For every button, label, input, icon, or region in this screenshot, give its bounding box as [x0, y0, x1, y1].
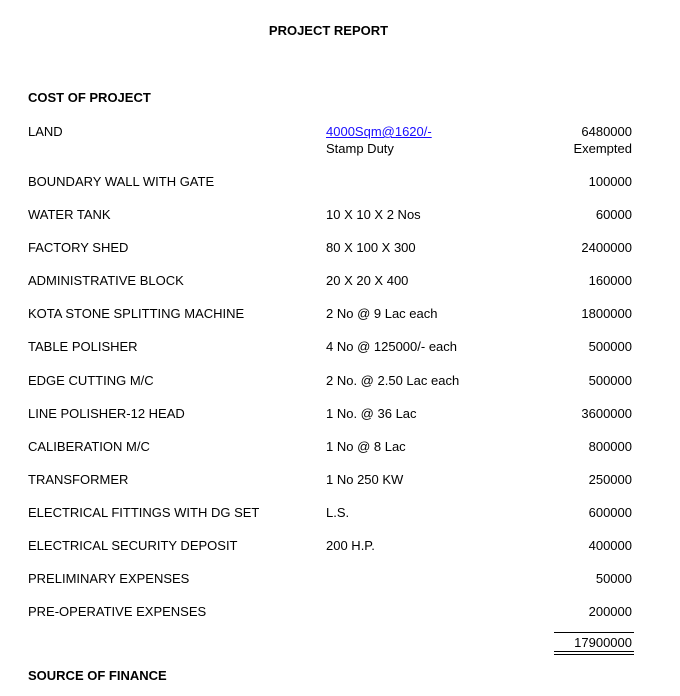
item-label: CALIBERATION M/C	[28, 438, 150, 454]
total-amount: 17900000	[554, 632, 634, 652]
item-spec: 1 No. @ 36 Lac	[326, 405, 417, 421]
item-spec-note: Stamp Duty	[326, 141, 394, 156]
item-spec: 2 No @ 9 Lac each	[326, 306, 438, 322]
item-label: LAND	[28, 124, 63, 139]
table-row	[0, 405, 680, 438]
item-amount: 200000	[588, 604, 632, 620]
item-label: PRE-OPERATIVE EXPENSES	[28, 604, 207, 620]
item-amount: 600000	[588, 504, 632, 520]
item-label: EDGE CUTTING M/C	[28, 372, 154, 388]
item-label: TABLE POLISHER	[28, 339, 138, 355]
table-row	[0, 570, 680, 603]
item-amount: 500000	[588, 339, 632, 355]
cost-of-project-heading: COST OF PROJECT	[28, 90, 151, 105]
item-spec: L.S.	[326, 504, 350, 520]
document-title: PROJECT REPORT	[268, 23, 389, 38]
item-label: FACTORY SHED	[28, 240, 129, 256]
item-spec: 20 X 20 X 400	[326, 273, 409, 289]
item-spec: 10 X 10 X 2 Nos	[326, 207, 421, 223]
item-spec: 1 No 250 KW	[326, 471, 404, 487]
source-of-finance-heading: SOURCE OF FINANCE	[28, 668, 167, 683]
item-label: ELECTRICAL FITTINGS WITH DG SET	[28, 504, 260, 520]
item-label: ADMINISTRATIVE BLOCK	[28, 273, 184, 289]
item-spec: 80 X 100 X 300	[326, 240, 416, 256]
table-row	[0, 272, 680, 305]
table-row	[0, 239, 680, 272]
table-row	[0, 372, 680, 405]
item-spec: 4 No @ 125000/- each	[326, 339, 458, 355]
item-spec	[326, 123, 432, 157]
item-label: LINE POLISHER-12 HEAD	[28, 405, 185, 421]
table-row	[0, 305, 680, 338]
item-spec: 2 No. @ 2.50 Lac each	[326, 372, 460, 388]
table-row	[0, 471, 680, 504]
item-label: TRANSFORMER	[28, 471, 129, 487]
item-amount	[573, 123, 632, 157]
item-amount: 60000	[595, 207, 632, 223]
item-label: BOUNDARY WALL WITH GATE	[28, 174, 215, 189]
table-row	[0, 438, 680, 471]
item-amount: 50000	[595, 571, 632, 587]
item-spec: 200 H.P.	[326, 538, 375, 554]
item-amount: 500000	[588, 372, 632, 388]
table-row	[0, 338, 680, 371]
item-amount: 250000	[588, 471, 632, 487]
item-label: ELECTRICAL SECURITY DEPOSIT	[28, 538, 238, 554]
land-spec-link[interactable]: 4000Sqm@1620/-	[326, 124, 432, 139]
table-row	[0, 173, 680, 206]
table-row	[0, 206, 680, 239]
item-amount: 400000	[588, 538, 632, 554]
item-label: WATER TANK	[28, 207, 111, 223]
item-label: KOTA STONE SPLITTING MACHINE	[28, 306, 245, 322]
table-row	[0, 123, 680, 173]
item-spec: 1 No @ 8 Lac	[326, 438, 406, 454]
item-amount: 3600000	[581, 405, 632, 421]
item-amount: 800000	[588, 438, 632, 454]
item-amount: 100000	[588, 174, 632, 189]
item-amount: 160000	[588, 273, 632, 289]
item-amount: 2400000	[581, 240, 632, 256]
item-amount-value: 6480000	[581, 124, 632, 139]
item-label: PRELIMINARY EXPENSES	[28, 571, 190, 587]
item-amount-note: Exempted	[573, 141, 632, 156]
cost-table	[0, 123, 680, 636]
item-amount: 1800000	[581, 306, 632, 322]
table-row	[0, 504, 680, 537]
table-row	[0, 537, 680, 570]
